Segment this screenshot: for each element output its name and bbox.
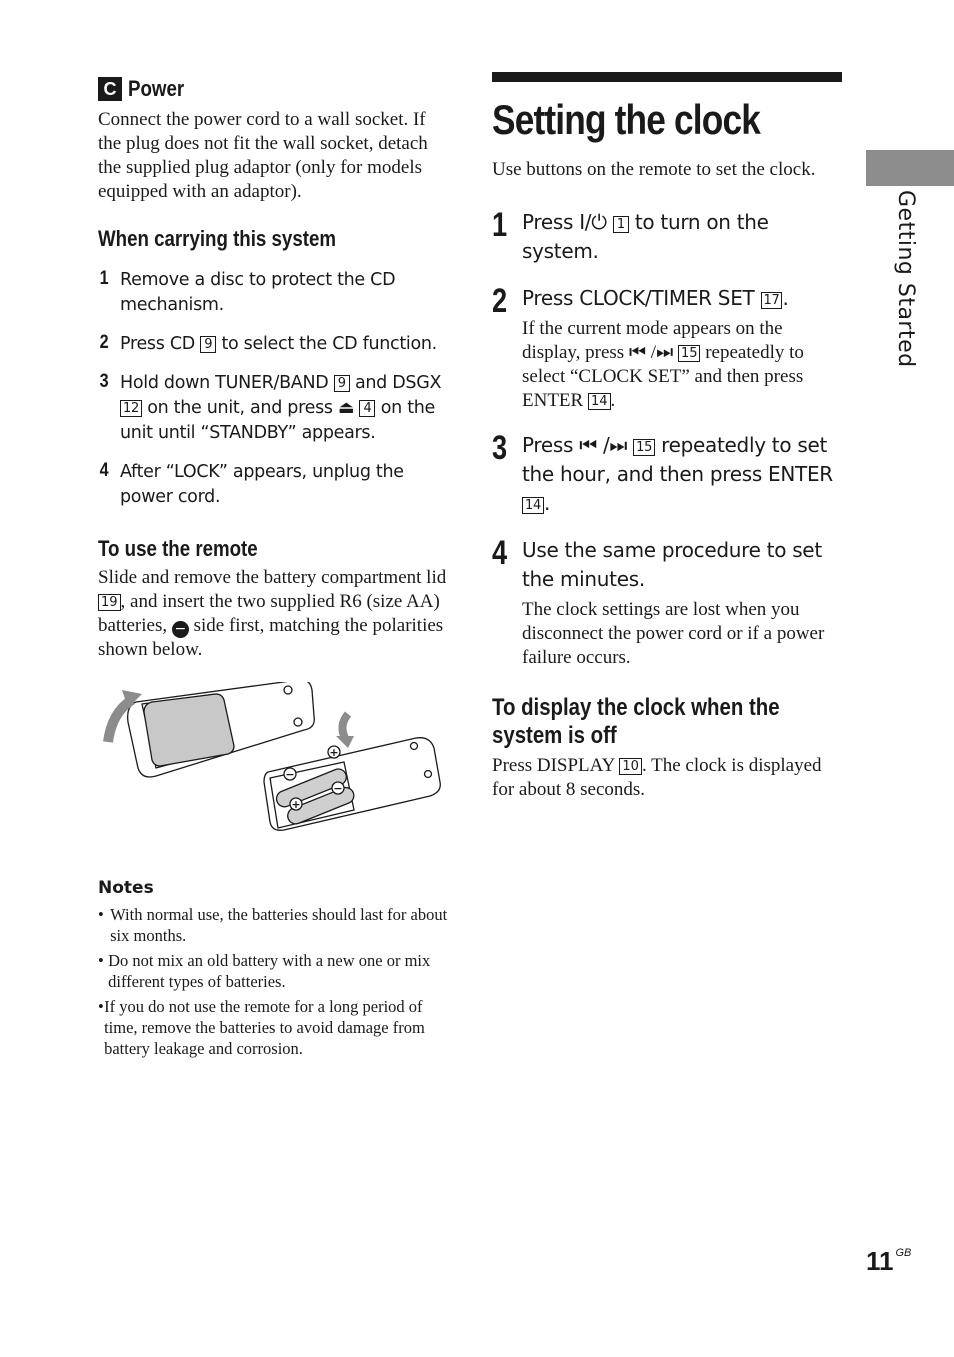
power-heading [98,76,448,102]
button-ref-box: 4 [359,400,375,417]
step-number: 2 [492,282,508,320]
power-text: Connect the power cord to a wall socket. If the plug does not fit the wall socket, detach the supplied plug adaptor (only for models equipped with an adaptor). [98,109,428,202]
minus-symbol-icon: − [172,621,189,638]
left-column [98,76,448,1059]
clock-step [492,208,844,266]
remote-heading: To use the remote [98,536,258,561]
step-text: Remove a disc to protect the CD mechanism. [120,270,396,315]
display-heading: To display the clock when the system is off [492,694,780,749]
intro-text: Use buttons on the remote to set the clock. [492,159,816,180]
button-ref-box: 15 [633,439,655,456]
button-ref-box: 14 [522,497,544,514]
button-ref-box: 1 [613,216,629,233]
button-ref-box: 19 [98,594,121,611]
note-item: • Do not mix an old battery with a new one or mix different types of batteries. [98,951,431,991]
step-number: 1 [492,206,508,244]
remote-battery-illustration [98,682,448,842]
step-text: Press I/⏻ 1 to turn on the system. [522,210,769,263]
button-ref-box: 9 [334,375,350,392]
button-ref-box: 15 [678,345,701,362]
step-detail: If the current mode appears on the display, press ⏮ /⏭ 15 repeatedly to select “CLOCK SET” and then press ENTER 14 . [522,318,804,411]
svg-text:+: + [291,798,301,811]
notes-title: Notes [98,878,154,898]
right-column [492,72,844,802]
step-number: 4 [99,460,109,481]
step-detail: The clock settings are lost when you disconnect the power cord or if a power failure occurs. [522,599,825,668]
clock-step [492,536,844,670]
note-item: • With normal use, the batteries should last for about six months. [98,905,448,945]
section-tab-marker [866,150,954,186]
button-ref-box: 14 [588,393,611,410]
carrying-step [98,460,448,510]
svg-text:−: − [333,782,343,795]
remote-text: Slide and remove the battery compartment lid 19 , and insert the two supplied R6 (size AA) batteries, − side first, matching the polarities shown below. [98,567,447,660]
step-text: Press ⏮ /⏭ 15 repeatedly to set the hour, and then press ENTER 14 . [522,433,833,515]
title-rule [492,72,842,82]
step-text: Press CD 9 to select the CD function. [120,334,437,354]
carrying-heading: When carrying this system [98,226,336,251]
step-number: 3 [492,429,508,467]
svg-text:−: − [285,768,295,781]
step-number: 4 [492,534,508,572]
power-title: Power [128,76,185,101]
step-text: Press CLOCK/TIMER SET 17 . [522,286,789,310]
carrying-step [98,371,448,446]
page-number: 11 $^{GB}$ [866,1246,912,1276]
step-text: Hold down TUNER/BAND 9 and DSGX 12 on the unit, and press ⏏ 4 on the unit until “STANDBY” appears. [120,373,442,443]
page-title: Setting the clock [492,96,761,143]
step-text: After “LOCK” appears, unplug the power cord. [120,462,404,507]
button-ref-box: 12 [120,400,142,417]
button-ref-box: 17 [761,292,783,309]
step-number: 2 [99,332,109,353]
button-ref-box: 10 [619,758,642,775]
button-ref-box: 9 [200,336,216,353]
section-tab-label: Getting Started [893,190,918,368]
step-number: 3 [99,371,109,392]
step-text: Use the same procedure to set the minutes. [522,538,822,591]
note-item: • If you do not use the remote for a long period of time, remove the batteries to avoid damage from battery leakage and corrosion. [98,997,425,1058]
clock-step [492,284,844,413]
carrying-step [98,268,448,318]
carrying-step [98,332,448,357]
section-badge: C [98,77,122,101]
step-number: 1 [99,268,109,289]
display-text: Press DISPLAY 10 . The clock is displayed for about 8 seconds. [492,755,822,800]
svg-text:+: + [329,746,339,759]
clock-step [492,431,844,518]
